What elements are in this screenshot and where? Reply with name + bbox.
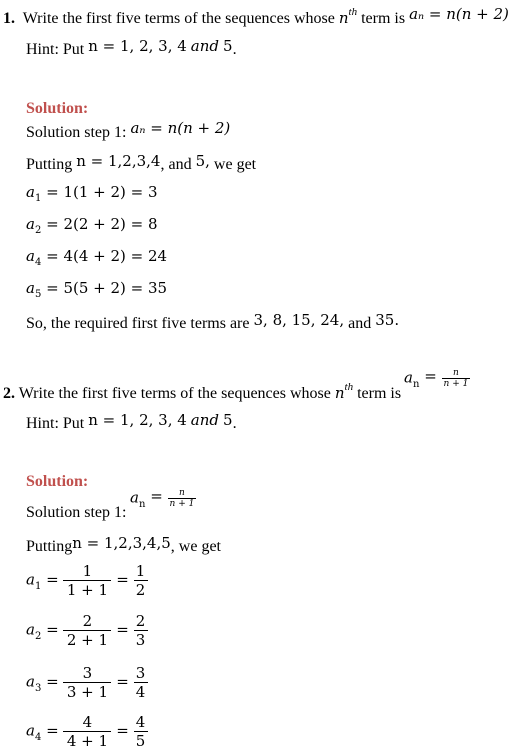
q1-line-3 [26, 247, 168, 268]
q2-step1-label: Solution step 1: [26, 504, 127, 521]
q2-frac-2-rden: 3 [134, 630, 148, 649]
q1-line-2 [26, 215, 158, 236]
q1-we-get: we get [213, 156, 257, 173]
q2-frac-2-num: 2 [82, 612, 93, 630]
q2-step1-formula [130, 488, 196, 509]
q1-hint-last: 5 [223, 37, 233, 55]
q1-terms: 3, 8, 15, 24, [253, 311, 345, 329]
q2-frac-3-sub: 3 [34, 682, 42, 694]
q2-frac-1-rden: 2 [134, 580, 148, 599]
q2-frac-1-right [134, 562, 148, 599]
q2-hint-values: n = 1, 2, 3, 4 [88, 411, 187, 429]
q2-question [3, 381, 402, 404]
q2-frac-1-sub: 1 [34, 580, 42, 592]
q2-frac-4-sub: 4 [34, 731, 42, 743]
q1-line-1-rhs: = 1(1 + 2) = 3 [46, 183, 158, 201]
q2-frac-3-num: 3 [82, 664, 93, 682]
q1-hint-and: and [190, 37, 220, 55]
q2-frac-2-rnum: 2 [135, 612, 146, 630]
q1-last-term: 35. [375, 311, 400, 329]
q2-step1-fraction [168, 488, 197, 509]
q2-frac-1-num: 1 [82, 562, 93, 580]
q2-step1-num: n [179, 488, 185, 498]
q1-putting [26, 152, 257, 174]
q2-frac-4-num: 4 [82, 713, 93, 731]
q2-nth-sup: th [344, 381, 354, 393]
q2-frac-2-sub: 2 [34, 630, 42, 642]
q2-frac-4-den: 4 + 1 [63, 731, 111, 750]
q1-line-3-sub: 4 [34, 257, 42, 268]
q2-hint-label: Hint: Put [26, 415, 85, 432]
q2-frac-3-rnum: 3 [135, 664, 146, 682]
q1-conclusion-and: and [348, 315, 372, 332]
q2-formula-den: n + 1 [443, 379, 469, 389]
q2-formula [404, 368, 470, 389]
q1-putting-label: Putting [26, 156, 73, 173]
q2-frac-2-right [134, 612, 148, 649]
q2-frac-3-right [134, 664, 148, 701]
q2-we-get: , we get [170, 538, 221, 555]
q2-frac-3-den: 3 + 1 [63, 682, 111, 701]
q1-hint-label: Hint: Put [26, 41, 85, 58]
q1-nth-sup: th [348, 6, 358, 18]
q2-frac-row-3: $a_3$ = $\frac{3}{3 + 1}$ = $\frac{3}{4}$ [26, 664, 148, 701]
q2-number: 2. [3, 385, 15, 402]
q2-frac-3-rden: 4 [134, 682, 148, 701]
q1-line-2-sub: 2 [34, 225, 42, 236]
q2-frac-row-4: $a_4$ = $\frac{4}{4 + 1}$ = $\frac{4}{5}$ [26, 713, 148, 750]
q1-line-4 [26, 279, 168, 300]
q1-line-4-sub: 5 [34, 289, 42, 300]
q1-line-2-lhs: a [26, 215, 35, 233]
q2-formula-fraction [442, 368, 471, 389]
q2-frac-1-rnum: 1 [135, 562, 146, 580]
q2-frac-3-lhs: a [26, 672, 35, 691]
q1-putting-and: , and [160, 156, 192, 173]
q2-frac-1-left [63, 562, 111, 599]
q2-solution-label: Solution: [26, 473, 89, 490]
q2-frac-4-lhs: a [26, 721, 35, 740]
q1-step1-formula: aₙ = n(n + 2) [130, 119, 231, 137]
q2-formula-eq: = [424, 366, 437, 385]
q2-nth-n: n [334, 384, 345, 402]
q1-number: 1. [3, 10, 15, 27]
q1-solution-label: Solution: [26, 100, 89, 117]
q2-frac-1-den: 1 + 1 [63, 580, 111, 599]
q2-putting [26, 534, 221, 556]
q1-line-2-rhs: = 2(2 + 2) = 8 [46, 215, 158, 233]
q2-frac-4-left [63, 713, 111, 750]
q2-putting-label: Putting [26, 538, 73, 555]
q1-line-1-sub: 1 [34, 193, 42, 204]
q1-hint-values: n = 1, 2, 3, 4 [88, 37, 187, 55]
q2-frac-4-rden: 5 [134, 731, 148, 750]
q2-hint: Hint: Put n = 1, 2, 3, 4 and 5. [26, 411, 237, 432]
q1-line-4-lhs: a [26, 279, 35, 297]
q2-step1 [26, 504, 126, 522]
q1-step1-label: Solution step 1: [26, 124, 127, 141]
q2-formula-sub: n [412, 378, 420, 390]
q2-step1-eq: = [150, 486, 163, 505]
q2-term-is: term is [357, 385, 402, 402]
q2-step1-sub: n [138, 498, 146, 510]
q1-line-3-lhs: a [26, 247, 35, 265]
q1-question-text: Write the first five terms of the sequences whose [22, 10, 335, 27]
q2-frac-4-rnum: 4 [135, 713, 146, 731]
q2-frac-1-lhs: a [26, 570, 35, 589]
q2-frac-3-left [63, 664, 111, 701]
q2-question-text: Write the first five terms of the sequences whose [18, 385, 331, 402]
q2-frac-row-2: $a_2$ = $\frac{2}{2 + 1}$ = $\frac{2}{3}$ [26, 612, 148, 649]
q1-putting-last: 5, [195, 152, 210, 170]
q2-frac-row-1: $a_1$ = $\frac{1}{1 + 1}$ = $\frac{1}{2}$ [26, 562, 148, 599]
q2-formula-lhs: a [404, 368, 413, 387]
q2-frac-2-left [63, 612, 111, 649]
q1-step1 [26, 119, 231, 142]
q1-nth-n: n [338, 9, 349, 27]
q1-putting-values: n = 1,2,3,4 [76, 152, 161, 170]
q1-hint: Hint: Put n = 1, 2, 3, 4 and 5. [26, 37, 237, 58]
q2-hint-last: 5 [223, 411, 233, 429]
q2-step1-lhs: a [130, 488, 139, 507]
q1-conclusion-text: So, the required first five terms are [26, 315, 250, 332]
q2-step1-den: n + 1 [169, 499, 195, 509]
q1-conclusion [26, 311, 400, 333]
q1-line-1 [26, 183, 158, 204]
q2-frac-2-den: 2 + 1 [63, 630, 111, 649]
q1-question [3, 5, 509, 29]
q1-line-1-lhs: a [26, 183, 35, 201]
q2-frac-4-right [134, 713, 148, 750]
q1-term-is: term is [361, 10, 406, 27]
q2-formula-num: n [453, 368, 459, 378]
q2-frac-2-lhs: a [26, 620, 35, 639]
q1-line-4-rhs: = 5(5 + 2) = 35 [46, 279, 168, 297]
q1-formula: aₙ = n(n + 2) [409, 5, 509, 23]
q2-putting-values: n = 1,2,3,4,5 [72, 534, 171, 552]
q2-hint-and: and [190, 411, 220, 429]
q1-line-3-rhs: = 4(4 + 2) = 24 [46, 247, 168, 265]
